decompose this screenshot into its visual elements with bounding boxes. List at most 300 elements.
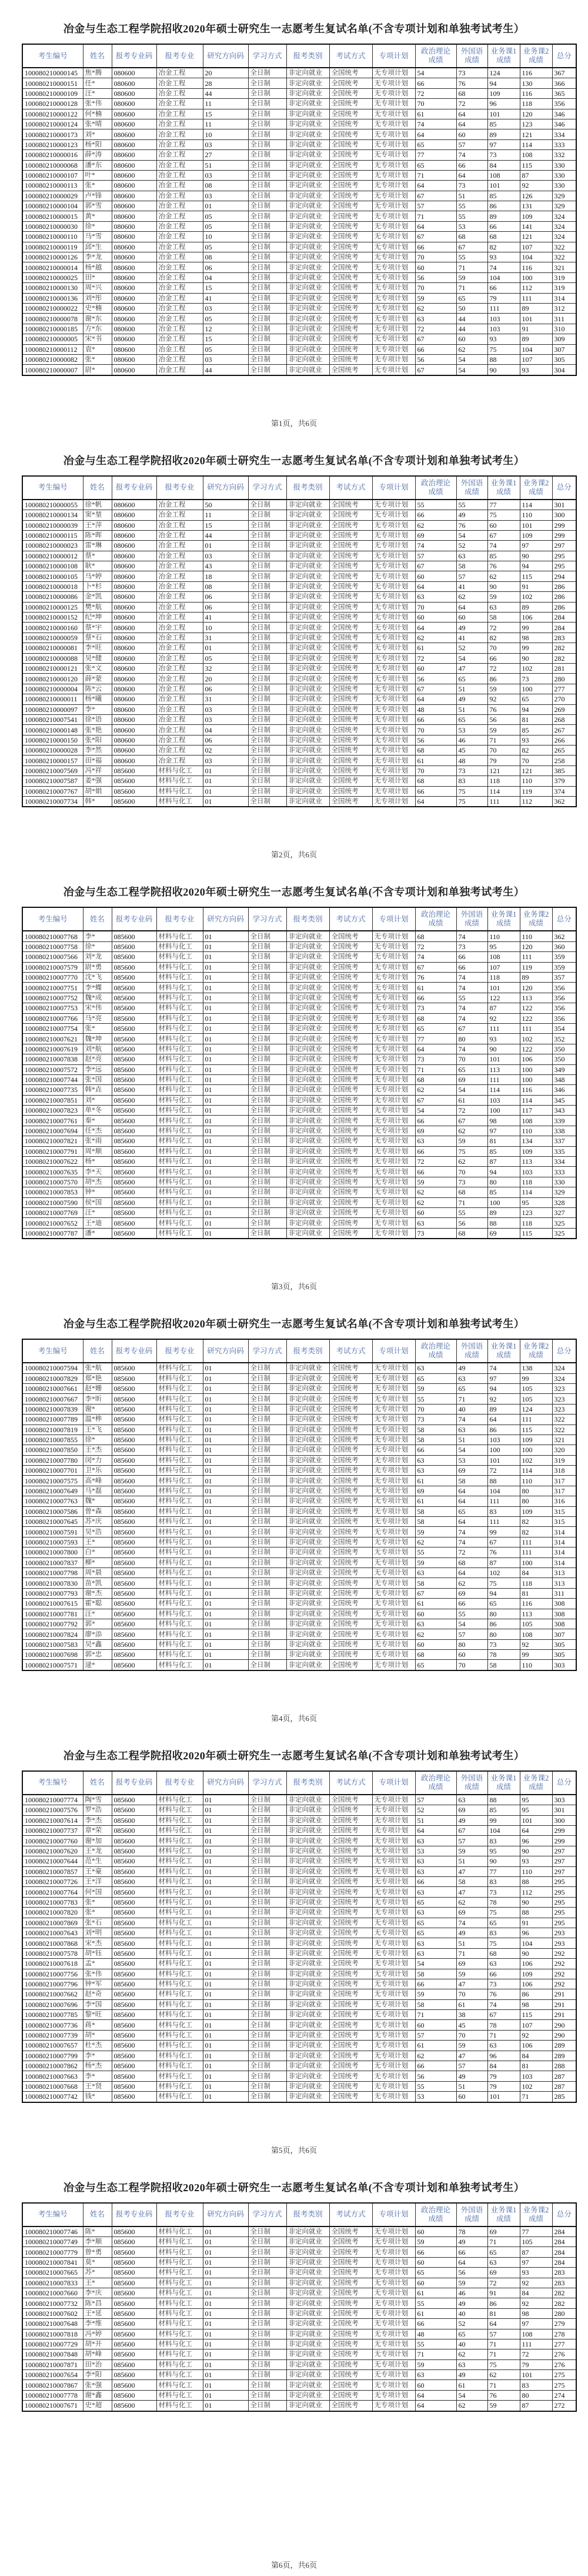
cell-foreign-lang-score: 65	[456, 674, 487, 684]
cell-candidate-id: 100080210007579	[22, 962, 83, 972]
cell-name: 雷*琳	[83, 541, 112, 551]
cell-course2-score: 73	[520, 674, 552, 684]
cell-direction-code: 06	[203, 592, 248, 602]
cell-course2-score: 118	[520, 1578, 552, 1588]
cell-course2-score: 100	[520, 1064, 552, 1074]
cell-direction-code: 01	[203, 1425, 248, 1435]
cell-major: 材料与化工	[156, 1167, 203, 1177]
cell-name: 侯*国	[83, 1197, 112, 1207]
cell-politics-score: 54	[415, 68, 456, 78]
cell-study-mode: 全日制	[248, 551, 286, 561]
cell-major-code: 080600	[112, 139, 156, 149]
cell-direction-code: 01	[203, 1897, 248, 1907]
cell-direction-code: 01	[203, 1034, 248, 1044]
cell-major: 冶金工程	[156, 725, 203, 735]
cell-study-mode: 全日制	[248, 2041, 286, 2051]
cell-major-code: 085600	[112, 1846, 156, 1856]
cell-exam-mode: 全国统考	[329, 1074, 372, 1084]
cell-exam-mode: 全国统考	[329, 1187, 372, 1197]
cell-course1-score: 84	[487, 160, 520, 170]
table-row	[22, 1013, 576, 1023]
cell-direction-code: 01	[203, 2298, 248, 2308]
table-row	[22, 633, 576, 643]
column-header-direction-code: 研究方向码	[203, 2203, 248, 2226]
cell-politics-score: 71	[415, 2010, 456, 2020]
cell-total-score: 322	[552, 1425, 576, 1435]
cell-study-mode: 全日制	[248, 1506, 286, 1516]
cell-name: 袁*	[83, 344, 112, 354]
cell-politics-score: 63	[415, 1218, 456, 1228]
cell-candidate-id: 100080210007862	[22, 2061, 83, 2071]
column-header-major: 报考专业	[156, 2203, 203, 2226]
cell-category: 非定向就业	[286, 160, 329, 170]
cell-candidate-id: 100080210007587	[22, 776, 83, 786]
cell-study-mode: 全日制	[248, 88, 286, 98]
cell-exam-mode: 全国统考	[329, 2298, 372, 2308]
cell-major: 冶金工程	[156, 99, 203, 109]
cell-politics-score: 53	[415, 1846, 456, 1856]
cell-study-mode: 全日制	[248, 2010, 286, 2020]
cell-name: 卫*乐	[83, 1466, 112, 1476]
cell-course2-score: 112	[520, 1887, 552, 1897]
cell-study-mode: 全日制	[248, 602, 286, 612]
cell-study-mode: 全日制	[248, 1928, 286, 1938]
cell-name: 韩*	[83, 797, 112, 807]
cell-total-score: 308	[552, 1619, 576, 1629]
cell-candidate-id: 100080210000145	[22, 68, 83, 78]
cell-major-code: 085600	[112, 1619, 156, 1629]
cell-foreign-lang-score: 62	[456, 1157, 487, 1167]
cell-politics-score: 55	[415, 2339, 456, 2349]
cell-direction-code: 01	[203, 2359, 248, 2369]
cell-foreign-lang-score: 63	[456, 1425, 487, 1435]
cell-course1-score: 81	[487, 2308, 520, 2318]
cell-direction-code: 01	[203, 983, 248, 993]
cell-total-score: 277	[552, 2339, 576, 2349]
cell-study-mode: 全日制	[248, 2370, 286, 2380]
cell-total-score: 327	[552, 1207, 576, 1217]
cell-course2-score: 72	[520, 2349, 552, 2359]
cell-exam-mode: 全国统考	[329, 1064, 372, 1074]
cell-study-mode: 全日制	[248, 1383, 286, 1393]
cell-study-mode: 全日制	[248, 1425, 286, 1435]
cell-course2-score: 86	[520, 1989, 552, 1999]
cell-major: 材料与化工	[156, 2247, 203, 2257]
cell-study-mode: 全日制	[248, 2319, 286, 2329]
cell-exam-mode: 全国统考	[329, 1177, 372, 1187]
cell-category: 非定向就业	[286, 1795, 329, 1805]
cell-major: 材料与化工	[156, 2226, 203, 2237]
cell-total-score: 337	[552, 1136, 576, 1146]
cell-politics-score: 70	[415, 725, 456, 735]
cell-candidate-id: 100080210007780	[22, 1455, 83, 1465]
cell-direction-code: 01	[203, 1363, 248, 1373]
cell-direction-code: 28	[203, 78, 248, 88]
column-header-name: 姓名	[83, 1771, 112, 1795]
cell-special-plan: 无专项计划	[372, 221, 415, 231]
cell-major: 冶金工程	[156, 283, 203, 293]
cell-foreign-lang-score: 71	[456, 262, 487, 272]
cell-exam-mode: 全国统考	[329, 1506, 372, 1516]
cell-major: 材料与化工	[156, 2020, 203, 2030]
cell-politics-score: 58	[415, 1999, 456, 2009]
cell-candidate-id: 100080210007661	[22, 1383, 83, 1393]
cell-study-mode: 全日制	[248, 1177, 286, 1187]
column-header-exam-mode: 考试方式	[329, 2203, 372, 2226]
cell-special-plan: 无专项计划	[372, 354, 415, 364]
cell-course2-score: 82	[520, 1527, 552, 1537]
cell-foreign-lang-score: 52	[456, 541, 487, 551]
table-row	[22, 303, 576, 313]
cell-politics-score: 74	[415, 952, 456, 962]
column-header-major-code: 报考专业码	[112, 2203, 156, 2226]
cell-special-plan: 无专项计划	[372, 150, 415, 160]
cell-study-mode: 全日制	[248, 1866, 286, 1876]
cell-study-mode: 全日制	[248, 2359, 286, 2369]
cell-category: 非定向就业	[286, 68, 329, 78]
cell-category: 非定向就业	[286, 1455, 329, 1465]
cell-direction-code: 01	[203, 1557, 248, 1567]
cell-special-plan: 无专项计划	[372, 262, 415, 272]
cell-foreign-lang-score: 80	[456, 1034, 487, 1044]
cell-candidate-id: 100080210000011	[22, 694, 83, 704]
cell-total-score: 282	[552, 2288, 576, 2298]
column-header-name: 姓名	[83, 44, 112, 68]
column-header-course1-score: 业务课1 成绩	[487, 44, 520, 68]
cell-total-score: 294	[552, 571, 576, 581]
cell-candidate-id: 100080210007761	[22, 1116, 83, 1126]
cell-foreign-lang-score: 58	[456, 1877, 487, 1887]
cell-special-plan: 无专项计划	[372, 1207, 415, 1217]
cell-exam-mode: 全国统考	[329, 1157, 372, 1167]
cell-exam-mode: 全国统考	[329, 1034, 372, 1044]
cell-course2-score: 108	[520, 2329, 552, 2339]
cell-course1-score: 59	[487, 725, 520, 735]
column-header-name: 姓名	[83, 1339, 112, 1363]
cell-category: 非定向就业	[286, 1578, 329, 1588]
cell-name: 逯*	[83, 1660, 112, 1670]
table-row	[22, 941, 576, 951]
cell-category: 非定向就业	[286, 623, 329, 633]
cell-course1-score: 102	[487, 1567, 520, 1577]
table-row	[22, 1836, 576, 1846]
table-row	[22, 2329, 576, 2339]
cell-candidate-id: 100080210007668	[22, 2081, 83, 2091]
cell-foreign-lang-score: 74	[456, 1013, 487, 1023]
cell-foreign-lang-score: 56	[456, 1218, 487, 1228]
cell-direction-code: 01	[203, 962, 248, 972]
cell-politics-score: 72	[415, 1157, 456, 1167]
cell-special-plan: 无专项计划	[372, 170, 415, 180]
cell-name: 卢*锋	[83, 191, 112, 201]
cell-course1-score: 67	[487, 530, 520, 540]
cell-major: 材料与化工	[156, 2401, 203, 2411]
cell-exam-mode: 全国统考	[329, 252, 372, 262]
cell-category: 非定向就业	[286, 725, 329, 735]
cell-name: 陈*	[83, 2226, 112, 2237]
cell-name: 刘*	[83, 1095, 112, 1105]
cell-major-code: 080600	[112, 571, 156, 581]
table-row	[22, 1547, 576, 1557]
cell-category: 非定向就业	[286, 2268, 329, 2278]
cell-direction-code: 01	[203, 643, 248, 653]
cell-category: 非定向就业	[286, 365, 329, 375]
column-header-major: 报考专业	[156, 476, 203, 500]
cell-major-code: 080600	[112, 643, 156, 653]
cell-name: 叶*	[83, 170, 112, 180]
cell-direction-code: 08	[203, 581, 248, 591]
cell-exam-mode: 全国统考	[329, 1897, 372, 1907]
cell-total-score: 356	[552, 99, 576, 109]
cell-category: 非定向就业	[286, 2041, 329, 2051]
cell-total-score: 346	[552, 1085, 576, 1095]
cell-major: 材料与化工	[156, 1034, 203, 1044]
cell-direction-code: 01	[203, 1455, 248, 1465]
cell-exam-mode: 全国统考	[329, 714, 372, 724]
cell-candidate-id: 100080210007799	[22, 2051, 83, 2061]
cell-direction-code: 44	[203, 88, 248, 98]
cell-major-code: 085600	[112, 1415, 156, 1425]
cell-exam-mode: 全国统考	[329, 643, 372, 653]
cell-category: 非定向就业	[286, 303, 329, 313]
column-header-major: 报考专业	[156, 907, 203, 931]
cell-course2-score: 102	[520, 1034, 552, 1044]
cell-candidate-id: 100080210000025	[22, 272, 83, 282]
cell-total-score: 280	[552, 674, 576, 684]
table-row	[22, 1466, 576, 1476]
cell-course1-score: 86	[487, 201, 520, 211]
cell-course2-score: 111	[520, 1537, 552, 1547]
cell-study-mode: 全日制	[248, 1228, 286, 1239]
cell-candidate-id: 100080210007800	[22, 1547, 83, 1557]
cell-course2-score: 126	[520, 191, 552, 201]
cell-category: 非定向就业	[286, 2380, 329, 2390]
cell-major-code: 080600	[112, 520, 156, 530]
table-row	[22, 1425, 576, 1435]
cell-direction-code: 08	[203, 252, 248, 262]
cell-direction-code: 32	[203, 663, 248, 673]
table-row	[22, 1095, 576, 1105]
cell-total-score: 275	[552, 2370, 576, 2380]
cell-foreign-lang-score: 62	[456, 592, 487, 602]
cell-foreign-lang-score: 51	[456, 1856, 487, 1866]
cell-major-code: 080600	[112, 303, 156, 313]
cell-politics-score: 64	[415, 797, 456, 807]
cell-exam-mode: 全国统考	[329, 1599, 372, 1609]
cell-exam-mode: 全国统考	[329, 1948, 372, 1958]
cell-study-mode: 全日制	[248, 2380, 286, 2390]
cell-exam-mode: 全国统考	[329, 2370, 372, 2380]
cell-direction-code: 44	[203, 530, 248, 540]
cell-politics-score: 65	[415, 1373, 456, 1383]
cell-total-score: 339	[552, 1116, 576, 1126]
cell-total-score: 352	[552, 1034, 576, 1044]
cell-major-code: 085600	[112, 1116, 156, 1126]
cell-major-code: 085600	[112, 1928, 156, 1938]
cell-direction-code: 10	[203, 232, 248, 242]
cell-direction-code: 01	[203, 941, 248, 951]
cell-course2-score: 116	[520, 1085, 552, 1095]
cell-exam-mode: 全国统考	[329, 272, 372, 282]
cell-major: 材料与化工	[156, 1826, 203, 1836]
cell-major: 材料与化工	[156, 1044, 203, 1054]
cell-major: 材料与化工	[156, 2390, 203, 2400]
cell-course2-score: 119	[520, 786, 552, 796]
cell-course1-score: 89	[487, 1404, 520, 1414]
cell-major: 材料与化工	[156, 1445, 203, 1455]
column-header-direction-code: 研究方向码	[203, 44, 248, 68]
cell-major-code: 085600	[112, 2010, 156, 2020]
cell-category: 非定向就业	[286, 324, 329, 334]
cell-foreign-lang-score: 52	[456, 643, 487, 653]
cell-course2-score: 123	[520, 1207, 552, 1217]
cell-major: 材料与化工	[156, 2380, 203, 2390]
cell-direction-code: 01	[203, 973, 248, 983]
cell-category: 非定向就业	[286, 1959, 329, 1969]
table-row	[22, 1003, 576, 1013]
cell-course1-score: 71	[487, 2349, 520, 2359]
cell-politics-score: 73	[415, 1228, 456, 1239]
cell-exam-mode: 全国统考	[329, 334, 372, 344]
table-row	[22, 1959, 576, 1969]
cell-candidate-id: 100080210007829	[22, 1373, 83, 1383]
cell-name: 苗*凯	[83, 1578, 112, 1588]
cell-politics-score: 62	[415, 1629, 456, 1639]
cell-exam-mode: 全国统考	[329, 1866, 372, 1876]
table-row	[22, 1908, 576, 1918]
cell-course2-score: 88	[520, 1908, 552, 1918]
cell-major-code: 085600	[112, 1197, 156, 1207]
cell-special-plan: 无专项计划	[372, 1177, 415, 1187]
cell-foreign-lang-score: 70	[456, 1054, 487, 1064]
cell-special-plan: 无专项计划	[372, 2298, 415, 2308]
cell-total-score: 314	[552, 293, 576, 303]
cell-politics-score: 64	[415, 623, 456, 633]
cell-total-score: 295	[552, 551, 576, 561]
column-header-direction-code: 研究方向码	[203, 907, 248, 931]
cell-name: 王*豪	[83, 1866, 112, 1876]
cell-special-plan: 无专项计划	[372, 704, 415, 714]
cell-politics-score: 72	[415, 88, 456, 98]
cell-special-plan: 无专项计划	[372, 1908, 415, 1918]
cell-major-code: 080600	[112, 561, 156, 571]
cell-exam-mode: 全国统考	[329, 150, 372, 160]
cell-foreign-lang-score: 47	[456, 1979, 487, 1989]
cell-course2-score: 102	[520, 2081, 552, 2091]
cell-total-score: 350	[552, 1054, 576, 1064]
cell-politics-score: 66	[415, 344, 456, 354]
cell-candidate-id: 100080210007752	[22, 993, 83, 1003]
cell-course2-score: 84	[520, 2051, 552, 2061]
table-row	[22, 2226, 576, 2237]
cell-candidate-id: 100080210007798	[22, 1567, 83, 1577]
column-header-candidate-id: 考生编号	[22, 44, 83, 68]
cell-study-mode: 全日制	[248, 983, 286, 993]
table-row	[22, 2319, 576, 2329]
cell-politics-score: 72	[415, 324, 456, 334]
cell-direction-code: 27	[203, 150, 248, 160]
cell-course2-score: 121	[520, 766, 552, 776]
cell-study-mode: 全日制	[248, 1517, 286, 1527]
cell-category: 非定向就业	[286, 1557, 329, 1567]
cell-total-score: 356	[552, 993, 576, 1003]
cell-study-mode: 全日制	[248, 962, 286, 972]
cell-major: 材料与化工	[156, 1609, 203, 1619]
cell-special-plan: 无专项计划	[372, 745, 415, 756]
cell-course1-score: 90	[487, 365, 520, 375]
cell-politics-score: 63	[415, 1466, 456, 1476]
cell-name: 胡*娟	[83, 786, 112, 796]
cell-foreign-lang-score: 73	[456, 68, 487, 78]
cell-special-plan: 无专项计划	[372, 1609, 415, 1619]
cell-study-mode: 全日制	[248, 1085, 286, 1095]
cell-course2-score: 99	[520, 1650, 552, 1660]
cell-exam-mode: 全国统考	[329, 1999, 372, 2009]
cell-major: 冶金工程	[156, 653, 203, 663]
cell-major-code: 085600	[112, 1095, 156, 1105]
cell-study-mode: 全日制	[248, 1095, 286, 1105]
cell-course1-score: 93	[487, 252, 520, 262]
cell-foreign-lang-score: 59	[456, 2041, 487, 2051]
cell-major-code: 080600	[112, 211, 156, 221]
cell-direction-code: 01	[203, 1136, 248, 1146]
cell-course2-score: 115	[520, 1425, 552, 1435]
cell-exam-mode: 全国统考	[329, 1836, 372, 1846]
cell-special-plan: 无专项计划	[372, 1959, 415, 1969]
cell-category: 非定向就业	[286, 1476, 329, 1486]
cell-major: 材料与化工	[156, 2010, 203, 2020]
table-row	[22, 541, 576, 551]
cell-course2-score: 109	[520, 211, 552, 221]
cell-course2-score: 65	[520, 694, 552, 704]
cell-course2-score: 87	[520, 2247, 552, 2257]
cell-course1-score: 79	[487, 2071, 520, 2081]
cell-politics-score: 55	[415, 2081, 456, 2091]
cell-category: 非定向就业	[286, 1897, 329, 1907]
cell-exam-mode: 全国统考	[329, 1588, 372, 1598]
cell-special-plan: 无专项计划	[372, 1003, 415, 1013]
cell-category: 非定向就业	[286, 510, 329, 520]
cell-major-code: 085600	[112, 983, 156, 993]
cell-politics-score: 60	[415, 2278, 456, 2288]
cell-exam-mode: 全国统考	[329, 530, 372, 540]
cell-foreign-lang-score: 57	[456, 1629, 487, 1639]
cell-politics-score: 56	[415, 2071, 456, 2081]
cell-exam-mode: 全国统考	[329, 1908, 372, 1918]
cell-course1-score: 81	[487, 1136, 520, 1146]
table-row	[22, 1496, 576, 1506]
cell-study-mode: 全日制	[248, 623, 286, 633]
cell-special-plan: 无专项计划	[372, 613, 415, 623]
cell-special-plan: 无专项计划	[372, 1415, 415, 1425]
table-row	[22, 2359, 576, 2369]
cell-major-code: 085600	[112, 1013, 156, 1023]
table-row	[22, 1064, 576, 1074]
cell-politics-score: 66	[415, 1445, 456, 1455]
cell-name: 莫*	[83, 2257, 112, 2267]
cell-total-score: 330	[552, 181, 576, 191]
cell-special-plan: 无专项计划	[372, 201, 415, 211]
cell-candidate-id: 100080210007744	[22, 1074, 83, 1084]
cell-exam-mode: 全国统考	[329, 2380, 372, 2390]
table-row	[22, 139, 576, 149]
cell-total-score: 282	[552, 653, 576, 663]
cell-category: 非定向就业	[286, 1095, 329, 1105]
cell-name: 李*旺	[83, 643, 112, 653]
cell-direction-code: 01	[203, 1856, 248, 1866]
cell-special-plan: 无专项计划	[372, 1074, 415, 1084]
cell-course1-score: 76	[487, 561, 520, 571]
